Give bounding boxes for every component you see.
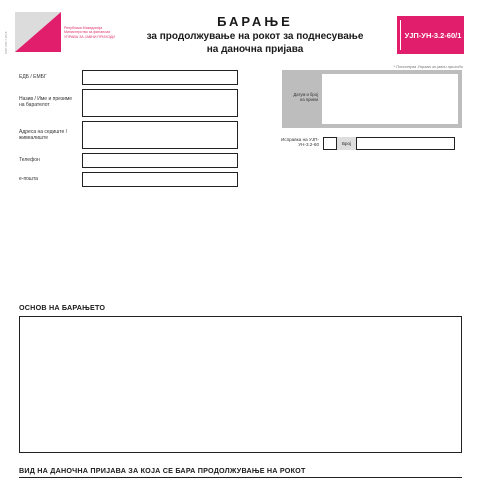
correction-checkbox[interactable]: [323, 137, 337, 150]
ministry-name: [64, 26, 115, 39]
title-subtitle-2: на даночна пријава: [206, 44, 304, 55]
tax-id-field[interactable]: [82, 70, 238, 85]
field-label-email: е-пошта: [19, 176, 38, 182]
section-title-return-type: ВИД НА ДАНОЧНА ПРИЈАВА ЗА КОЈА СЕ БАРА ПРОДОЛЖУВАЊЕ НА РОКОТ: [19, 466, 306, 475]
receipt-label: Датум и број на прием: [293, 92, 318, 103]
title-main: БАРАЊЕ: [217, 14, 293, 29]
receipt-date-number-field[interactable]: [322, 74, 458, 124]
document-title: [120, 14, 390, 56]
email-field[interactable]: [82, 172, 238, 187]
section-divider: [19, 477, 462, 478]
ministry-logo: [15, 12, 61, 52]
phone-field[interactable]: [82, 153, 238, 168]
ministry-line-2: Министерство за финансии: [64, 30, 111, 35]
title-subtitle-1: за продолжување на рокот за поднесување: [146, 31, 364, 42]
field-label-applicant-name: Назив / Име и презиме на барателот: [19, 96, 73, 108]
address-field[interactable]: [82, 121, 238, 149]
field-label-phone: Телефон: [19, 157, 40, 163]
correction-label: Исправка на УЈП-УН-3.2-60: [281, 137, 319, 148]
form-code-badge: [397, 16, 464, 54]
form-reference-code: ОБР. 088 7 2018: [4, 31, 8, 54]
ministry-line-3: УПРАВА ЗА ЈАВНИ ПРИХОДИ: [64, 34, 115, 39]
field-label-tax-id: ЕДБ / ЕМБГ: [19, 74, 47, 80]
correction-number-label: Број: [337, 137, 357, 150]
applicant-name-field[interactable]: [82, 89, 238, 117]
field-label-address: Адреса на седиште / живеалиште: [19, 129, 68, 141]
section-title-basis: ОСНОВ НА БАРАЊЕТО: [19, 303, 106, 312]
form-code-text: УЈП-УН-3.2-60/1: [400, 20, 462, 50]
office-use-note: * Пополнува Управа за јавни приходи: [393, 64, 463, 69]
ministry-line-1: Република Македонија: [64, 26, 103, 30]
request-basis-textarea[interactable]: [19, 316, 462, 453]
